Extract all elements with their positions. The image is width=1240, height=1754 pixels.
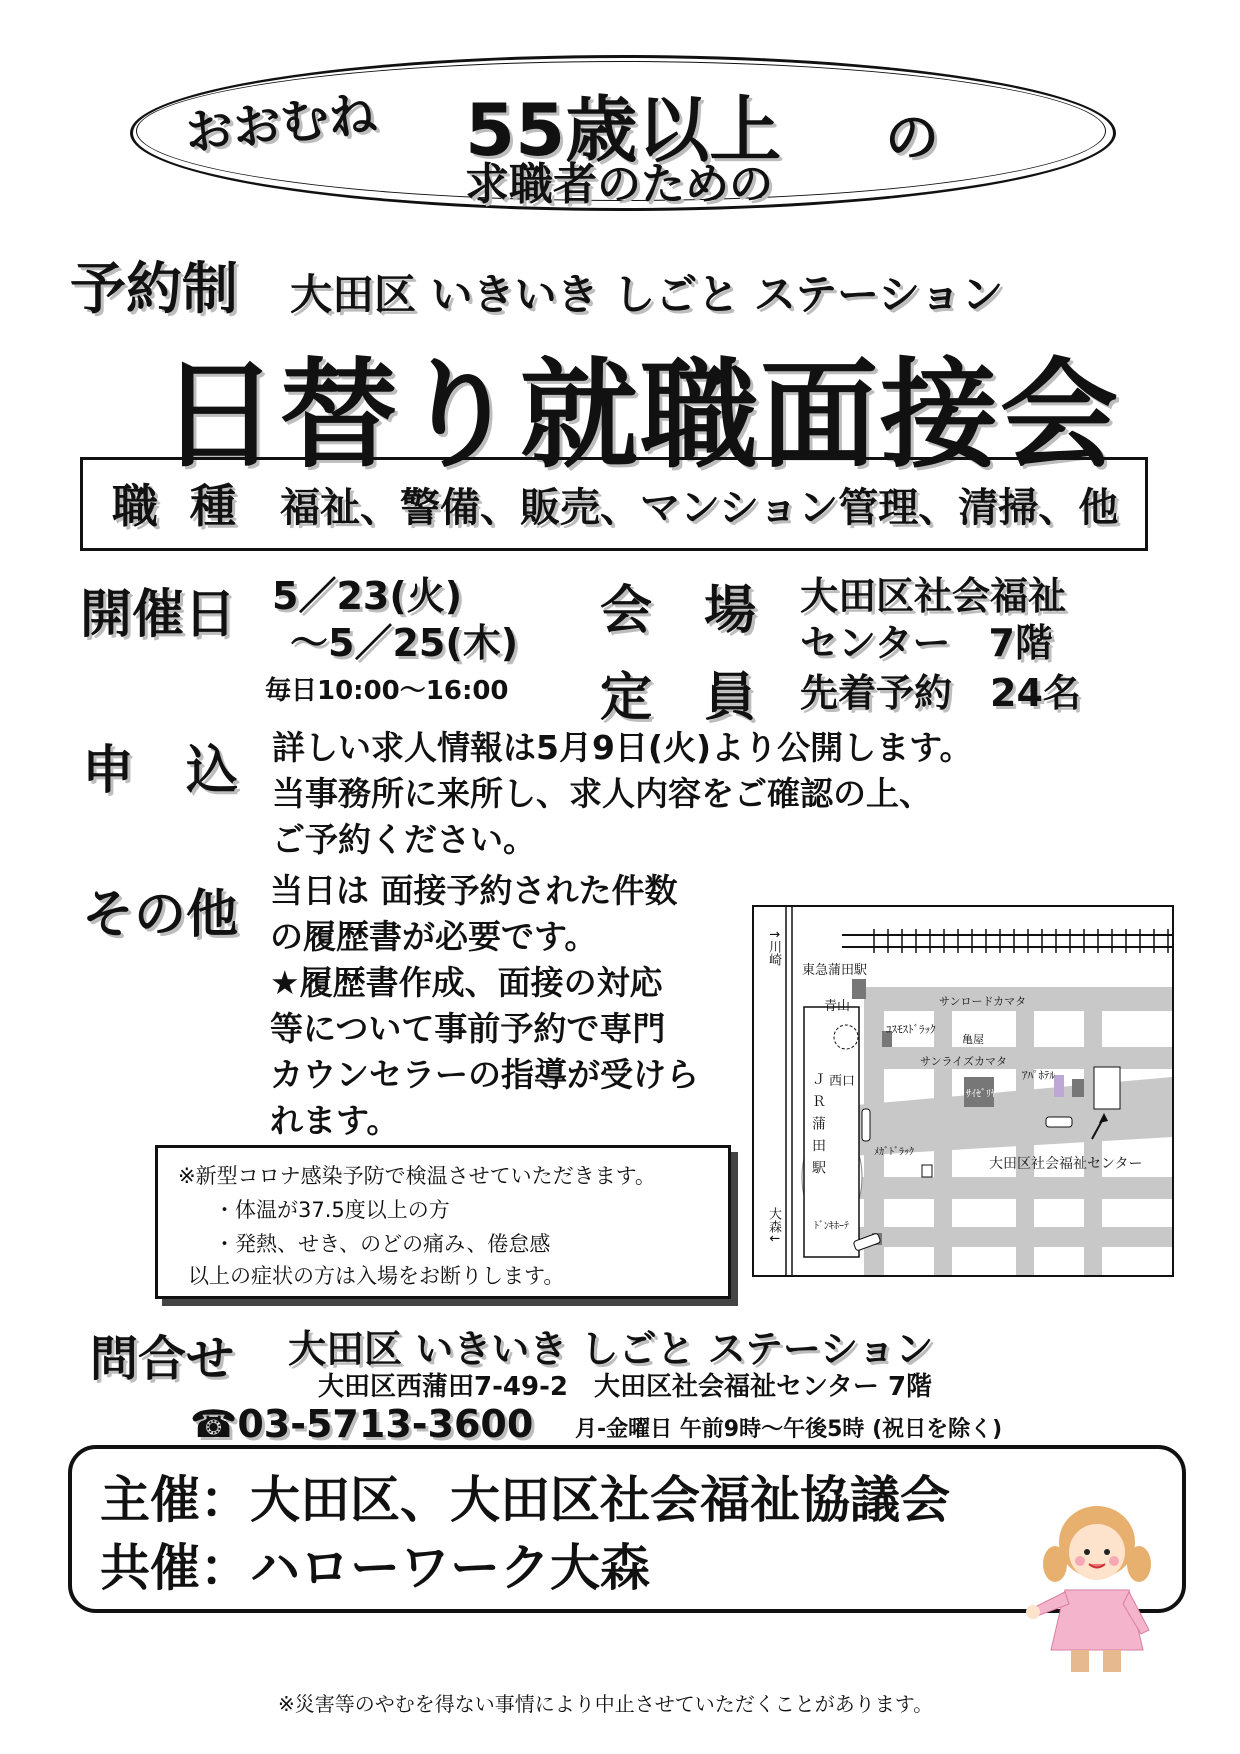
girl-illustration — [1025, 1500, 1170, 1678]
header-age: 55歳以上 — [465, 88, 782, 172]
venue-line2: センター 7階 — [800, 621, 1053, 665]
host-line: 主催：大田区、大田区社会福祉協議会 — [100, 1471, 950, 1529]
cohost-line: 共催：ハローワーク大森 — [100, 1539, 650, 1597]
header-suffix: の — [885, 106, 939, 169]
map-aoyama: 青山 — [824, 999, 851, 1014]
map-jr-station: ＪＲ蒲田駅 — [810, 1072, 826, 1182]
capacity-label: 定 員 — [600, 668, 757, 728]
corona-line1: ※新型コロナ感染予防で検温させていただきます。 — [178, 1164, 656, 1188]
map-megadrug: ﾒｶﾞﾄﾞﾗｯｸ — [874, 1147, 914, 1158]
application-line2: 当事務所に来所し、求人内容をご確認の上、 — [272, 774, 932, 813]
contact-hours: 月-金曜日 午前9時～午後5時 (祝日を除く) — [575, 1417, 1003, 1442]
footer-note: ※災害等のやむを得ない事情により中止させていただくことがあります。 — [278, 1692, 934, 1716]
schedule-date-start: 5／23(火) — [272, 574, 463, 618]
other-label: その他 — [82, 885, 239, 945]
header-prefix: おおむね — [182, 86, 380, 162]
jobs-label: 職 種 — [112, 479, 245, 533]
phone-icon: ☎ — [190, 1402, 238, 1446]
corona-line3: ・発熱、せき、のどの痛み、倦怠感 — [214, 1232, 551, 1256]
other-line-1: 当日は 面接予約された件数 — [270, 871, 678, 910]
schedule-label: 開催日 — [80, 585, 237, 645]
map-tokyu-station: 東急蒲田駅 — [802, 963, 868, 978]
map-donki: ﾄﾞﾝｷﾎｰﾃ — [814, 1221, 849, 1232]
contact-org: 大田区 いきいき しごと ステーション — [288, 1327, 934, 1371]
corona-notice — [155, 1145, 731, 1299]
contact-phone: 03-5713-3600 — [237, 1402, 534, 1446]
other-line-2: の履歴書が必要です。 — [270, 917, 598, 956]
contact-phone-row — [190, 1402, 533, 1446]
header-subtitle: 求職者のための — [465, 159, 773, 210]
schedule-time: 毎日10:00～16:00 — [265, 676, 509, 706]
organizer-name: 大田区 いきいき しごと ステーション — [290, 270, 1004, 319]
map-saizeriya: ｻｲｾﾞﾘﾔ — [966, 1089, 996, 1100]
other-line-4: 等について事前予約で専門 — [270, 1009, 666, 1048]
jobs-list: 福祉、警備、販売、マンション管理、清掃、他 — [280, 485, 1119, 531]
corona-line4: 以上の症状の方は入場をお断りします。 — [188, 1264, 565, 1288]
reservation-label: 予約制 — [70, 257, 238, 322]
other-line-5: カウンセラーの指導が受けら — [270, 1055, 699, 1094]
other-line-3: ★履歴書作成、面接の対応 — [270, 963, 663, 1002]
map-nishiguchi: 西口 — [829, 1074, 856, 1089]
map-sunroad: サンロードカマタ — [939, 995, 1027, 1008]
map-cosmos: ｺｽﾓｽﾄﾞﾗｯｸ — [886, 1023, 936, 1036]
corona-line2: ・体温が37.5度以上の方 — [214, 1198, 450, 1222]
application-line1: 詳しい求人情報は5月9日(火)より公開します。 — [272, 728, 973, 767]
map-apa-hotel: ｱﾊﾟﾎﾃﾙ — [1022, 1069, 1055, 1082]
venue-label: 会 場 — [600, 581, 757, 641]
access-map — [752, 905, 1174, 1277]
map-kawasaki: ↑川崎 — [766, 929, 781, 966]
map-sunrise: サンライズカマタ — [920, 1055, 1008, 1068]
contact-label: 問合せ — [90, 1331, 235, 1387]
page-title: 日替り就職面接会 — [160, 346, 1121, 484]
venue-line1: 大田区社会福祉 — [800, 574, 1067, 618]
capacity-value: 先着予約 24名 — [800, 671, 1081, 715]
application-label: 申 込 — [82, 741, 239, 801]
map-omori: 大森↓ — [766, 1207, 781, 1244]
schedule-date-end: ～5／25(木) — [290, 621, 519, 665]
other-line-6: れます。 — [270, 1101, 400, 1140]
map-kameya: 亀屋 — [962, 1033, 984, 1046]
map-center-label: 大田区社会福祉センター — [989, 1156, 1143, 1172]
application-line3: ご予約ください。 — [272, 820, 536, 859]
contact-address: 大田区西蒲田7-49-2 大田区社会福祉センター 7階 — [318, 1372, 933, 1402]
